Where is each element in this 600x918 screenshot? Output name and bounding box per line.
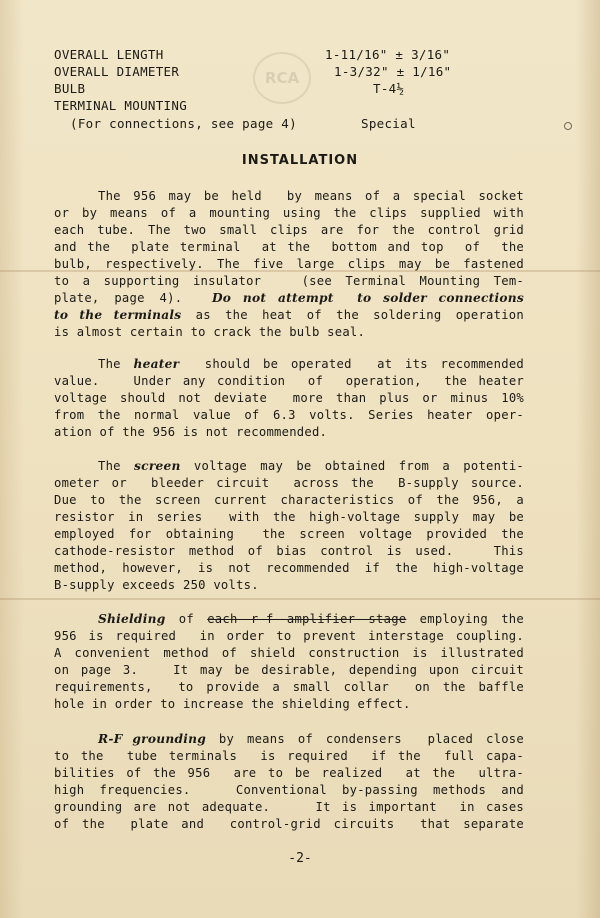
emphasis-text: screen — [134, 459, 181, 473]
text-line: high frequencies. Conventional by-passing methods and — [54, 783, 524, 797]
text-line: The screen voltage may be obtained from a potenti- — [98, 459, 524, 473]
spec-value: 1-3/32" ± 1/16" — [334, 64, 452, 79]
emphasis-text: R-F grounding — [98, 732, 206, 746]
text-line: cathode-resistor method of bias control is used. This — [54, 544, 524, 558]
spec-label: BULB — [54, 81, 86, 96]
paragraph-heater — [54, 356, 524, 441]
text-line: The 956 may be held by means of a special socket — [98, 189, 524, 203]
emphasis-text: heater — [133, 357, 180, 371]
text-line: to a supporting insulator (see Terminal Mounting Tem- — [54, 274, 524, 288]
text-line: and the plate terminal at the bottom and top of the — [54, 240, 524, 254]
paper-fold — [0, 598, 600, 600]
text-line: bulb, respectively. The five large clips may be fastened — [54, 257, 524, 271]
text-line: A convenient method of shield construction is illustrated — [54, 646, 524, 660]
text-line: ometer or bleeder circuit across the B-supply source. — [54, 476, 524, 490]
text-line: ation of the 956 is not recommended. — [54, 425, 328, 439]
text-line: The heater should be operated at its recommended — [98, 357, 524, 371]
text-line: of the plate and control-grid circuits that separate — [54, 817, 524, 831]
spec-value: T-4½ — [373, 81, 405, 96]
text-line: 956 is required in order to prevent interstage coupling. — [54, 629, 524, 643]
spec-label: OVERALL LENGTH — [54, 47, 164, 62]
paragraph-rf-grounding — [54, 731, 524, 833]
text-line: requirements, to provide a small collar on the baffle — [54, 680, 524, 694]
text-line: B-supply exceeds 250 volts. — [54, 578, 259, 592]
spec-value: Special — [361, 116, 416, 131]
text-line: or by means of a mounting using the clips supplied with — [54, 206, 524, 220]
emphasis-text: Do not attempt to solder connections — [211, 291, 524, 305]
punch-hole-mark — [564, 122, 572, 130]
text-line: bilities of the 956 are to be realized at the ultra- — [54, 766, 524, 780]
paragraph-mounting — [54, 188, 524, 341]
text-line: resistor in series with the high-voltage supply may be — [54, 510, 524, 524]
text-line: on page 3. It may be desirable, depending upon circuit — [54, 663, 524, 677]
spec-note: (For connections, see page 4) — [70, 116, 297, 131]
text-line: Shielding of each r-f amplifier stage employing the — [98, 612, 524, 626]
emphasis-text: Shielding — [98, 612, 166, 626]
text-line: method, however, is not recommended if the high-voltage — [54, 561, 524, 575]
text-line: hole in order to increase the shielding effect. — [54, 697, 411, 711]
text-line: Due to the screen current characteristics of the 956, a — [54, 493, 524, 507]
text-line: to the tube terminals is required if the full capa- — [54, 749, 524, 763]
emphasis-text: to the terminals — [54, 308, 182, 322]
text-line: is almost certain to crack the bulb seal. — [54, 325, 366, 339]
spec-label: OVERALL DIAMETER — [54, 64, 180, 79]
paragraph-screen — [54, 458, 524, 594]
paragraph-shielding — [54, 611, 524, 713]
text-line: plate, page 4). Do not attempt to solder connections — [54, 291, 524, 305]
spec-value: 1-11/16" ± 3/16" — [325, 47, 451, 62]
rca-seal-watermark: RCA — [253, 52, 311, 104]
struck-text: each r-f amplifier stage — [207, 612, 407, 626]
text-line: value. Under any condition of operation, the heater — [54, 374, 524, 388]
text-line: employed for obtaining the screen voltage provided the — [54, 527, 524, 541]
text-line: R-F grounding by means of condensers placed close — [98, 732, 524, 746]
page-number: -2- — [288, 851, 312, 866]
text-line: voltage should not deviate more than plus or minus 10% — [54, 391, 524, 405]
text-line: from the normal value of 6.3 volts. Series heater oper- — [54, 408, 524, 422]
text-line: grounding are not adequate. It is important in cases — [54, 800, 524, 814]
text-line: each tube. The two small clips are for the control grid — [54, 223, 524, 237]
section-title: INSTALLATION — [241, 153, 359, 168]
spec-label: TERMINAL MOUNTING — [54, 98, 188, 113]
text-line: to the terminals as the heat of the soldering operation — [54, 308, 524, 322]
